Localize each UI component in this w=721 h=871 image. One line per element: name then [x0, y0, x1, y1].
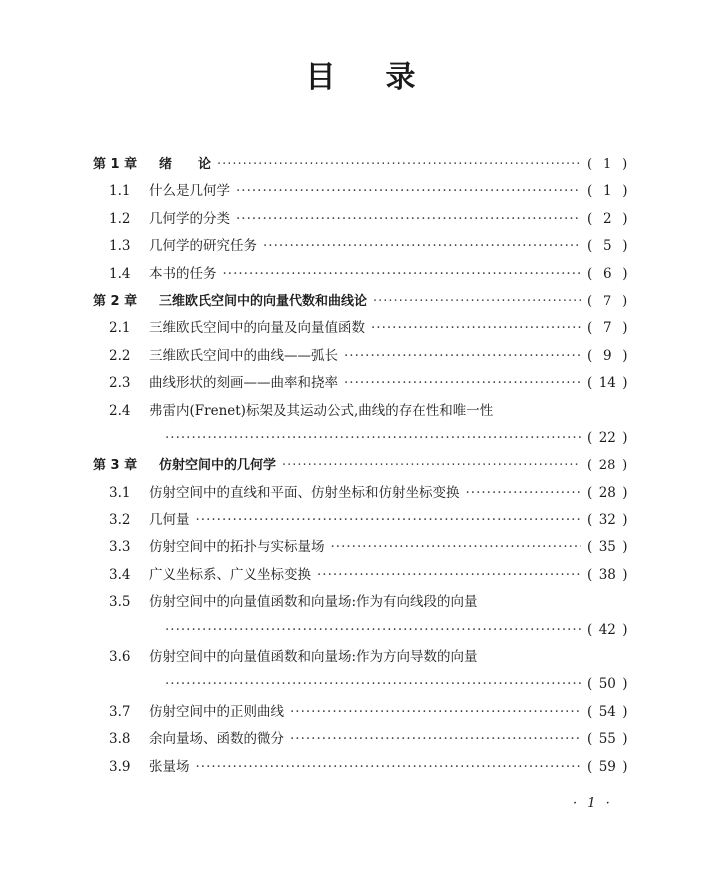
dot-leader [165, 425, 581, 452]
close-paren: ) [622, 375, 628, 392]
toc-page-number [587, 452, 633, 479]
toc-entry-title: 三维欧氏空间中的曲线——弧长 [149, 347, 338, 364]
close-paren: ) [622, 731, 628, 748]
close-paren: ) [622, 484, 628, 501]
toc-chapter-entry[interactable] [93, 151, 633, 178]
toc-entry-title: 余向量场、函数的微分 [149, 731, 284, 748]
toc-entry-title: 曲线形状的刻画——曲率和挠率 [149, 375, 338, 392]
toc-entry-number: 第 2 章 [93, 293, 138, 309]
dot-leader [263, 233, 581, 260]
page-value: 5 [602, 238, 612, 255]
page-value: 35 [598, 539, 616, 556]
close-paren: ) [622, 703, 628, 720]
close-paren: ) [622, 621, 628, 638]
toc-entry-title: 三维欧氏空间中的向量及向量值函数 [149, 320, 365, 337]
dot-leader [344, 343, 581, 370]
page-value: 1 [602, 183, 612, 200]
dot-leader [373, 288, 581, 315]
toc-entry-title: 绪 论 [159, 157, 212, 172]
toc-section-entry[interactable] [93, 562, 633, 589]
toc-page-number [587, 288, 633, 315]
toc-section-entry[interactable] [93, 589, 633, 616]
open-paren: ( [587, 539, 593, 556]
page-value: 54 [598, 703, 616, 720]
open-paren: ( [587, 676, 593, 693]
toc-section-entry[interactable] [93, 233, 633, 260]
open-paren: ( [587, 703, 593, 720]
toc-section-entry[interactable] [93, 206, 633, 233]
toc-page-number [587, 343, 633, 370]
dot-leader [344, 370, 581, 397]
toc-entry-number: 3.2 [109, 512, 131, 529]
open-paren: ( [587, 566, 593, 583]
toc-entry-number: 1.1 [109, 183, 131, 200]
open-paren: ( [587, 512, 593, 529]
page-value: 59 [598, 758, 616, 775]
open-paren: ( [587, 458, 593, 474]
toc-page-number [587, 699, 633, 726]
page-number-footer: · 1 · [573, 796, 613, 811]
toc-page-number [587, 534, 633, 561]
open-paren: ( [587, 347, 593, 364]
toc-entry-title: 仿射空间中的直线和平面、仿射坐标和仿射坐标变换 [149, 484, 460, 501]
close-paren: ) [622, 157, 628, 172]
toc-entry-continuation[interactable] [93, 617, 633, 644]
toc-entry-title: 仿射空间中的正则曲线 [149, 703, 284, 720]
toc-entry-number: 3.8 [109, 731, 131, 748]
toc-entry-number: 3.7 [109, 703, 131, 720]
close-paren: ) [622, 512, 628, 529]
dot-leader [165, 617, 581, 644]
toc-page-number [587, 370, 633, 397]
close-paren: ) [622, 458, 628, 474]
toc-section-entry[interactable] [93, 644, 633, 671]
open-paren: ( [587, 157, 593, 172]
toc-entry-title: 几何学的分类 [149, 210, 230, 227]
close-paren: ) [622, 347, 628, 364]
open-paren: ( [587, 320, 593, 337]
open-paren: ( [587, 238, 593, 255]
page-value: 42 [598, 621, 616, 638]
dot-leader [331, 534, 582, 561]
dot-leader [466, 480, 582, 507]
page-value: 2 [602, 210, 612, 227]
toc-section-entry[interactable] [93, 261, 633, 288]
toc-entry-title: 什么是几何学 [149, 183, 230, 200]
toc-chapter-entry[interactable] [93, 288, 633, 315]
toc-section-entry[interactable] [93, 343, 633, 370]
toc-section-entry[interactable] [93, 754, 633, 781]
toc-page-number [587, 617, 633, 644]
toc-page-number [587, 480, 633, 507]
toc-entry-number: 3.4 [109, 566, 131, 583]
close-paren: ) [622, 429, 628, 446]
open-paren: ( [587, 375, 593, 392]
close-paren: ) [622, 320, 628, 337]
toc-entry-title: 仿射空间中的几何学 [159, 458, 277, 474]
close-paren: ) [622, 676, 628, 693]
page-value: 28 [598, 458, 616, 474]
toc-entry-number: 3.5 [109, 594, 131, 611]
toc-entry-number: 2.1 [109, 320, 131, 337]
toc-entry-title: 广义坐标系、广义坐标变换 [149, 566, 311, 583]
page-value: 38 [598, 566, 616, 583]
toc-page-number [587, 261, 633, 288]
toc-entry-number: 3.1 [109, 484, 131, 501]
toc-section-entry[interactable] [93, 398, 633, 425]
close-paren: ) [622, 265, 628, 282]
page-value: 9 [602, 347, 612, 364]
close-paren: ) [622, 293, 628, 309]
toc-page-number [587, 671, 633, 698]
toc-entry-title: 几何量 [149, 512, 190, 529]
page-value: 28 [598, 484, 616, 501]
toc-section-entry[interactable] [93, 178, 633, 205]
toc-entry-continuation[interactable] [93, 671, 633, 698]
toc-entry-title: 弗雷内(Frenet)标架及其运动公式,曲线的存在性和唯一性 [149, 402, 494, 419]
toc-section-entry[interactable] [93, 370, 633, 397]
toc-entry-title: 仿射空间中的向量值函数和向量场:作为有向线段的向量 [149, 594, 478, 611]
toc-entry-number: 第 3 章 [93, 458, 138, 474]
close-paren: ) [622, 210, 628, 227]
dot-leader [290, 699, 581, 726]
toc-section-entry[interactable] [93, 480, 633, 507]
page-value: 6 [602, 265, 612, 282]
close-paren: ) [622, 539, 628, 556]
toc-entry-title: 三维欧氏空间中的向量代数和曲线论 [159, 293, 368, 309]
toc-entry-continuation[interactable] [93, 425, 633, 452]
dot-leader [371, 315, 581, 342]
open-paren: ( [587, 731, 593, 748]
toc-page-number [587, 233, 633, 260]
toc-page-number [587, 178, 633, 205]
toc-entry-number: 1.3 [109, 238, 131, 255]
close-paren: ) [622, 566, 628, 583]
dot-leader [282, 452, 581, 479]
dot-leader [165, 671, 581, 698]
dot-leader [196, 754, 582, 781]
page-value: 7 [602, 293, 612, 309]
open-paren: ( [587, 621, 593, 638]
page-title: 目录 [305, 60, 466, 95]
toc-entry-number: 1.4 [109, 265, 131, 282]
toc-section-entry[interactable] [93, 726, 633, 753]
dot-leader [317, 562, 581, 589]
toc-entry-number: 3.9 [109, 758, 131, 775]
toc-section-entry[interactable] [93, 534, 633, 561]
toc-page-number [587, 315, 633, 342]
toc-entry-number: 2.4 [109, 402, 131, 419]
open-paren: ( [587, 265, 593, 282]
page-value: 14 [598, 375, 616, 392]
page-value: 55 [598, 731, 616, 748]
toc-entry-number: 3.3 [109, 539, 131, 556]
open-paren: ( [587, 484, 593, 501]
toc-page-number [587, 206, 633, 233]
page-value: 50 [598, 676, 616, 693]
dot-leader [217, 151, 581, 178]
toc-entry-number: 1.2 [109, 210, 131, 227]
dot-leader [223, 261, 582, 288]
toc-page-number [587, 425, 633, 452]
toc-entry-number: 2.2 [109, 347, 131, 364]
dot-leader [196, 507, 582, 534]
toc-entry-number: 2.3 [109, 375, 131, 392]
close-paren: ) [622, 758, 628, 775]
toc-section-entry[interactable] [93, 315, 633, 342]
close-paren: ) [622, 183, 628, 200]
open-paren: ( [587, 183, 593, 200]
open-paren: ( [587, 293, 593, 309]
toc-entry-title: 本书的任务 [149, 265, 217, 282]
page-value: 7 [602, 320, 612, 337]
table-of-contents [93, 151, 633, 781]
toc-page-number [587, 507, 633, 534]
page-value: 32 [598, 512, 616, 529]
toc-section-entry[interactable] [93, 699, 633, 726]
toc-page-number [587, 726, 633, 753]
dot-leader [236, 206, 581, 233]
toc-entry-title: 几何学的研究任务 [149, 238, 257, 255]
dot-leader [290, 726, 581, 753]
toc-entry-number: 第 1 章 [93, 157, 138, 172]
toc-page-number [587, 151, 633, 178]
toc-page-number [587, 562, 633, 589]
close-paren: ) [622, 238, 628, 255]
toc-page-number [587, 754, 633, 781]
page-value: 1 [602, 157, 612, 172]
open-paren: ( [587, 429, 593, 446]
toc-entry-title: 仿射空间中的向量值函数和向量场:作为方向导数的向量 [149, 649, 478, 666]
toc-entry-title: 仿射空间中的拓扑与实标量场 [149, 539, 325, 556]
page-value: 22 [598, 429, 616, 446]
open-paren: ( [587, 758, 593, 775]
dot-leader [236, 178, 581, 205]
toc-chapter-entry[interactable] [93, 452, 633, 479]
toc-section-entry[interactable] [93, 507, 633, 534]
toc-entry-number: 3.6 [109, 649, 131, 666]
toc-entry-title: 张量场 [149, 758, 190, 775]
open-paren: ( [587, 210, 593, 227]
